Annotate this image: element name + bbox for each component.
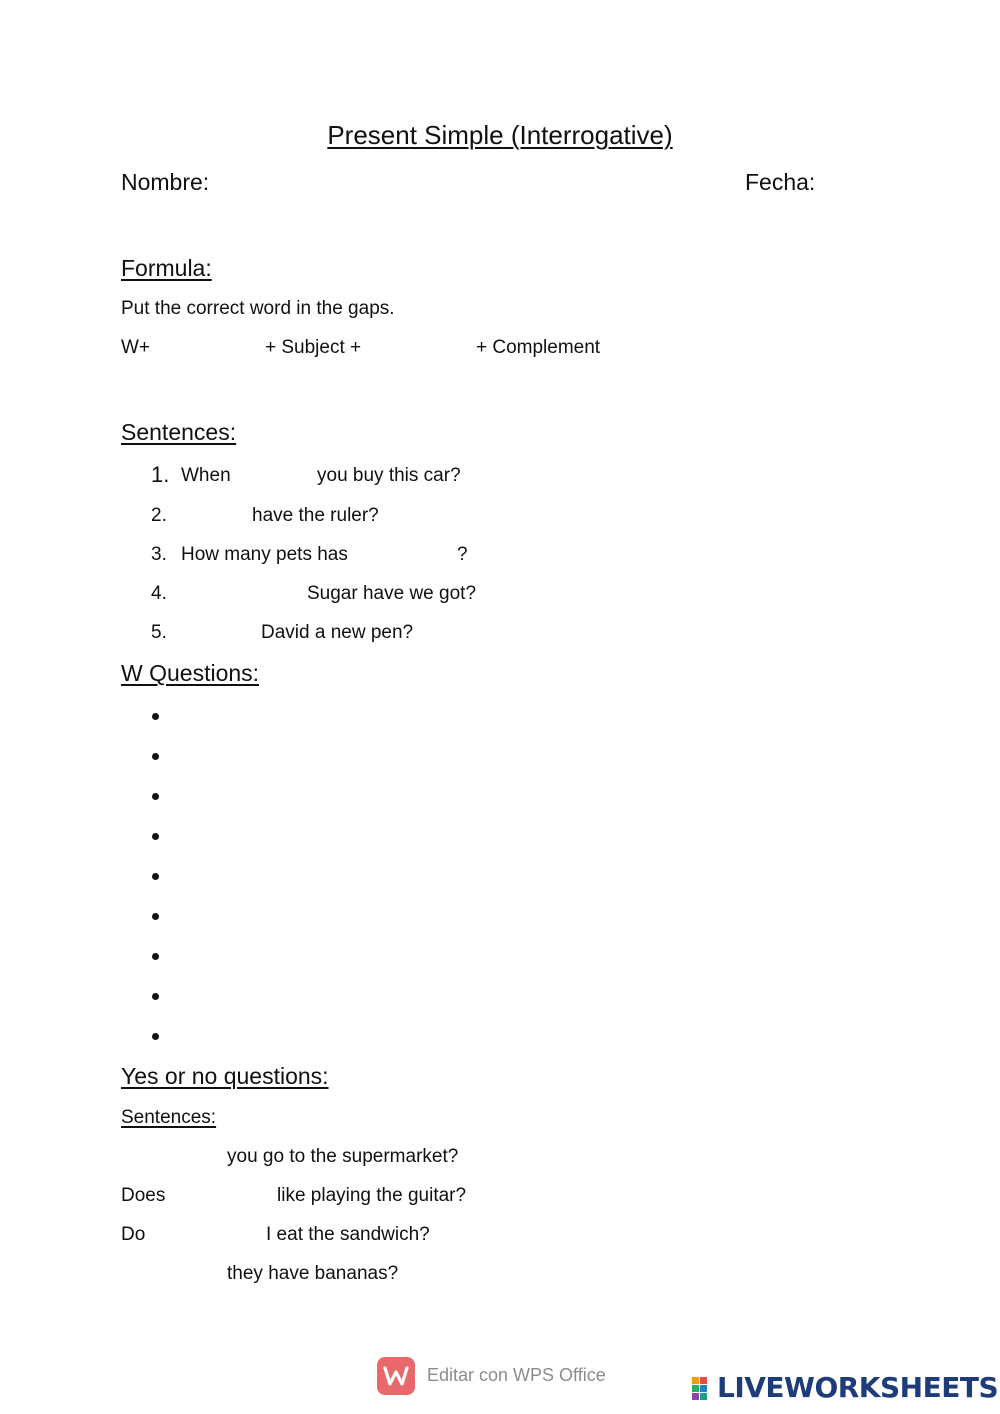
- formula-instruction: Put the correct word in the gaps.: [121, 298, 395, 319]
- wps-edit-link[interactable]: Editar con WPS Office: [427, 1365, 606, 1385]
- liveworksheets-icon: [692, 1377, 716, 1403]
- bullet-point: [152, 913, 159, 920]
- yes-no-text: you go to the supermarket?: [227, 1146, 459, 1167]
- sentence-number: 4.: [151, 583, 167, 604]
- formula-part-complement: + Complement: [476, 337, 601, 358]
- bullet-point: [152, 833, 159, 840]
- page-title: Present Simple (Interrogative): [327, 120, 673, 150]
- sentence-number: 1.: [151, 462, 170, 487]
- bullet-point: [152, 713, 159, 720]
- sentence-number: 5.: [151, 622, 167, 643]
- yes-no-text: Does: [121, 1185, 166, 1206]
- sentence-text: David a new pen?: [261, 622, 414, 643]
- bullet-point: [152, 953, 159, 960]
- formula-part-subject: + Subject +: [265, 337, 362, 358]
- bullet-point: [152, 793, 159, 800]
- liveworksheets-wordmark: LIVEWORKSHEETS: [717, 1371, 999, 1404]
- sentence-text: ?: [457, 544, 468, 565]
- formula-part-w: W+: [121, 337, 151, 358]
- yes-no-heading: Yes or no questions:: [121, 1063, 329, 1089]
- sentence-number: 3.: [151, 544, 167, 565]
- yes-no-subheading: Sentences:: [121, 1107, 217, 1128]
- sentence-number: 2.: [151, 505, 167, 526]
- yes-no-text: I eat the sandwich?: [266, 1224, 430, 1245]
- sentence-text: have the ruler?: [252, 505, 379, 526]
- sentence-text: When: [181, 465, 231, 486]
- sentence-text: How many pets has: [181, 544, 348, 565]
- yes-no-text: like playing the guitar?: [277, 1185, 467, 1206]
- bullet-point: [152, 1033, 159, 1040]
- wps-logo-icon[interactable]: [377, 1357, 415, 1395]
- date-label: Fecha:: [745, 169, 816, 195]
- yes-no-text: Do: [121, 1224, 146, 1245]
- bullet-point: [152, 753, 159, 760]
- formula-heading: Formula:: [121, 255, 212, 281]
- sentences-heading: Sentences:: [121, 419, 237, 445]
- bullet-point: [152, 993, 159, 1000]
- bullet-point: [152, 873, 159, 880]
- w-questions-heading: W Questions:: [121, 660, 260, 686]
- name-label: Nombre:: [121, 169, 210, 195]
- yes-no-text: they have bananas?: [227, 1263, 399, 1284]
- sentence-text: Sugar have we got?: [307, 583, 477, 604]
- sentence-text: you buy this car?: [317, 465, 461, 486]
